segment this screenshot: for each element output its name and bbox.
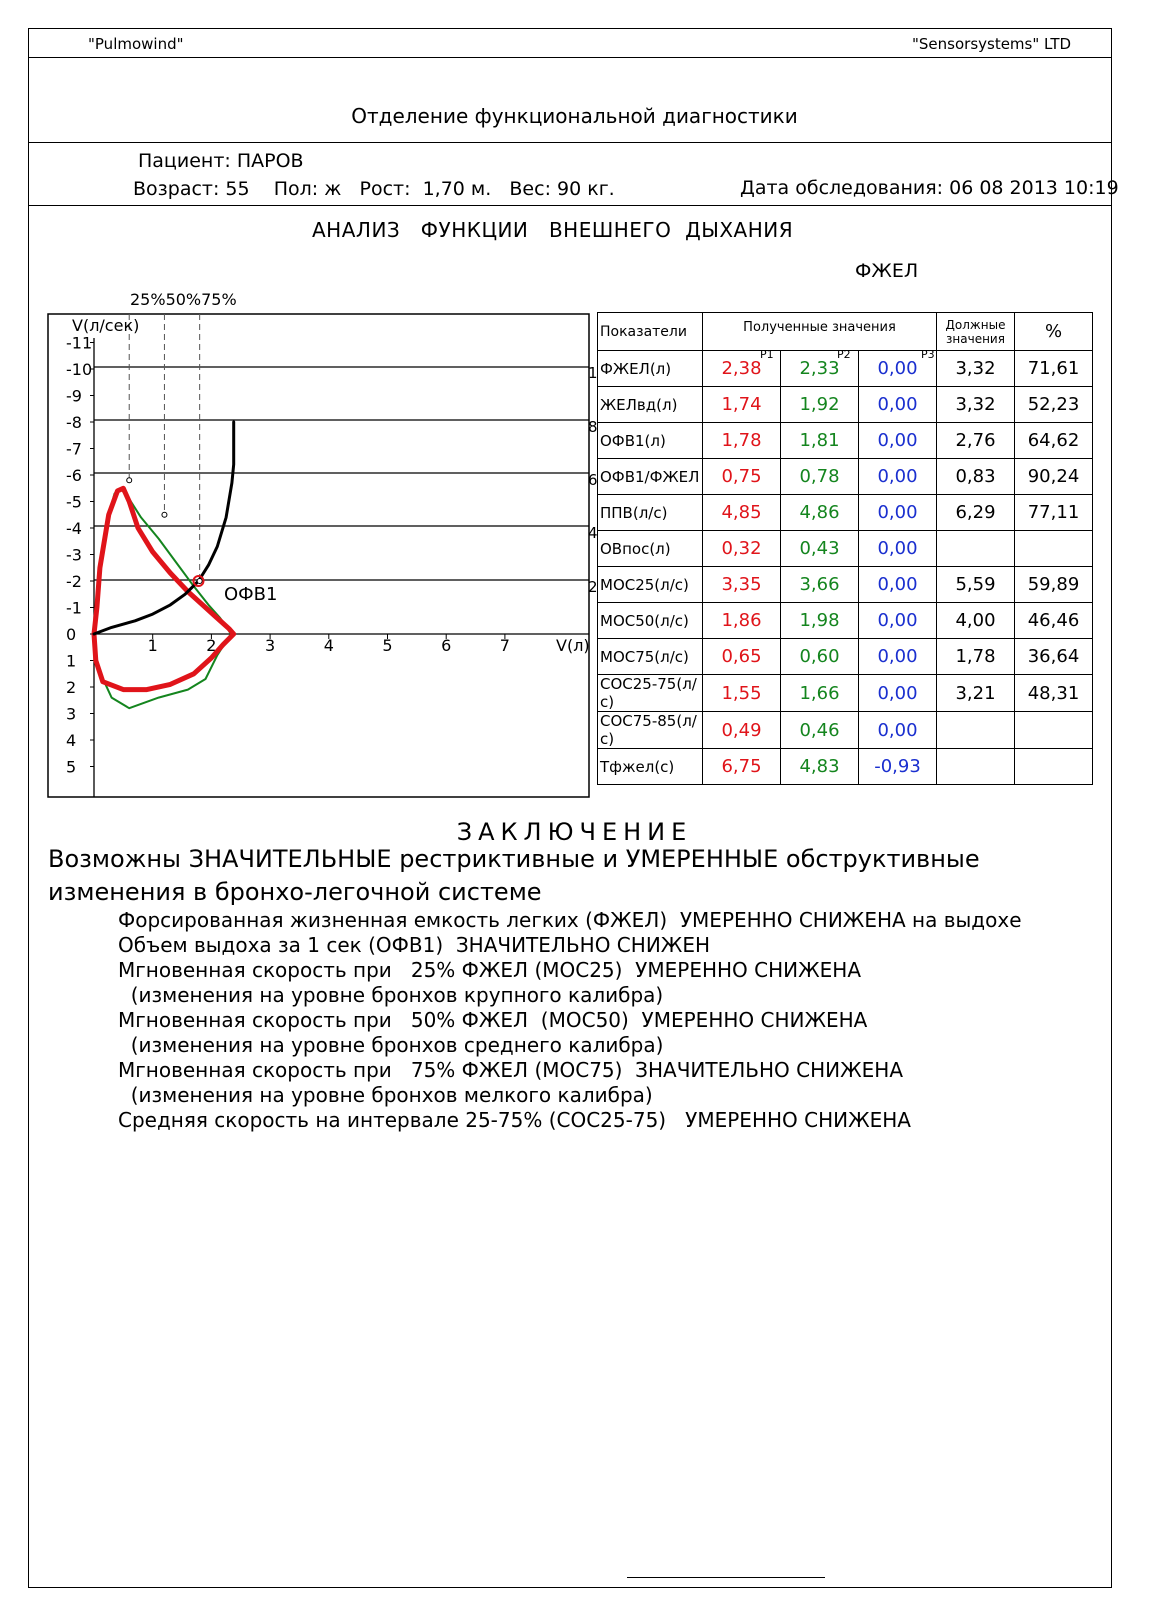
parameters-table <box>597 312 1093 785</box>
table-row <box>598 387 1093 423</box>
header-obtained-label: Полученные значения <box>743 320 896 335</box>
x-tick-label: 2 <box>206 636 217 655</box>
left-brand: "Pulmowind" <box>88 35 184 53</box>
header-param: Показатели <box>598 313 703 351</box>
table-row <box>598 423 1093 459</box>
right-brand: "Sensorsystems" LTD <box>912 35 1072 53</box>
value-p1: 0,75 <box>703 459 781 495</box>
patient-details: Возраст: 55 Пол: ж Рост: 1,70 м. Вес: 90 кг. <box>133 178 615 200</box>
param-name: ЖЕЛвд(л) <box>598 387 703 423</box>
report-title: АНАЛИЗ ФУНКЦИИ ВНЕШНЕГО ДЫХАНИЯ <box>312 218 794 242</box>
header-p2: Р2 <box>837 348 851 361</box>
param-name: МОС50(л/с) <box>598 603 703 639</box>
value-p2: 0,60 <box>781 639 859 675</box>
department-title: Отделение функциональной диагностики <box>351 104 798 128</box>
value-due <box>937 531 1015 567</box>
value-percent: 46,46 <box>1015 603 1093 639</box>
exam-date: Дата обследования: 06 08 2013 10:19 <box>740 177 1119 199</box>
param-name: МОС25(л/с) <box>598 567 703 603</box>
value-p1: 1,55 <box>703 675 781 712</box>
value-p2: 1,66 <box>781 675 859 712</box>
table-header-row <box>598 313 1093 351</box>
table-row <box>598 749 1093 785</box>
value-p1: 1,78 <box>703 423 781 459</box>
y-tick-label: -8 <box>66 413 82 432</box>
series-p2 <box>94 488 231 708</box>
table-row <box>598 459 1093 495</box>
table-row <box>598 712 1093 749</box>
table-row <box>598 603 1093 639</box>
value-due: 3,32 <box>937 351 1015 387</box>
y-tick-label: -7 <box>66 439 82 459</box>
value-p3: 0,00 <box>859 531 937 567</box>
conclusion-heading: ЗАКЛЮЧЕНИЕ <box>456 818 693 846</box>
conclusion-line: (изменения на уровне бронхов крупного калибра) <box>118 983 664 1007</box>
value-due: 3,21 <box>937 675 1015 712</box>
x-tick-label: 5 <box>382 636 393 655</box>
conclusion-details <box>118 908 1022 1133</box>
header-p1: Р1 <box>760 348 774 361</box>
value-p1: 3,35 <box>703 567 781 603</box>
y-tick-label: -3 <box>66 545 82 565</box>
y-axis-label: V(л/сек) <box>72 316 140 335</box>
value-due: 4,00 <box>937 603 1015 639</box>
value-percent: 64,62 <box>1015 423 1093 459</box>
series-p1 <box>94 488 234 689</box>
value-p1: 0,65 <box>703 639 781 675</box>
header-due: Должные значения <box>937 313 1015 351</box>
x-tick-label: 1 <box>147 636 158 655</box>
value-p2: 0,78 <box>781 459 859 495</box>
value-p1: 2,38 <box>703 351 781 387</box>
value-p2: 0,46 <box>781 712 859 749</box>
value-p2: 2,33 <box>781 351 859 387</box>
value-due: 0,83 <box>937 459 1015 495</box>
conclusion-line: Форсированная жизненная емкость легких (ФЖЕЛ) УМЕРЕННО СНИЖЕНА на выдохе <box>118 908 1022 932</box>
percent-marker-point <box>127 478 132 483</box>
value-p3: 0,00 <box>859 495 937 531</box>
value-p2: 1,98 <box>781 603 859 639</box>
value-p2: 4,86 <box>781 495 859 531</box>
value-p1: 1,74 <box>703 387 781 423</box>
percent-marker-point <box>162 512 167 517</box>
x-tick-label: 7 <box>499 636 510 655</box>
conclusion-main: Возможны ЗНАЧИТЕЛЬНЫЕ рестриктивные и УМЕРЕННЫЕ обструктивные изменения в бронхо-легочной системе <box>48 845 980 906</box>
header-percent: % <box>1015 313 1093 351</box>
param-name: МОС75(л/с) <box>598 639 703 675</box>
x-tick-label: 3 <box>265 636 276 655</box>
value-p2: 1,81 <box>781 423 859 459</box>
value-p2: 4,83 <box>781 749 859 785</box>
x-tick-label: 4 <box>323 636 334 655</box>
right-axis-label: 2 <box>588 578 598 596</box>
param-name: ППВ(л/с) <box>598 495 703 531</box>
table-row <box>598 639 1093 675</box>
y-tick-label: 3 <box>66 704 77 724</box>
param-name: СОС25-75(л/с) <box>598 675 703 712</box>
value-p3: 0,00 <box>859 675 937 712</box>
test-name: ФЖЕЛ <box>855 260 919 282</box>
value-percent: 77,11 <box>1015 495 1093 531</box>
header-p3: Р3 <box>921 348 935 361</box>
conclusion-line: Средняя скорость на интервале 25-75% (СОС25-75) УМЕРЕННО СНИЖЕНА <box>118 1108 911 1132</box>
value-percent <box>1015 712 1093 749</box>
y-tick-label: -9 <box>66 386 82 406</box>
value-p3: 0,00 <box>859 351 937 387</box>
value-due: 6,29 <box>937 495 1015 531</box>
param-name: СОС75-85(л/с) <box>598 712 703 749</box>
y-tick-label: 0 <box>66 625 77 644</box>
x-tick-label: 6 <box>441 636 452 655</box>
y-tick-label: -2 <box>66 572 82 591</box>
value-percent <box>1015 749 1093 785</box>
value-p3: 0,00 <box>859 423 937 459</box>
conclusion-line: Объем выдоха за 1 сек (ОФВ1) ЗНАЧИТЕЛЬНО СНИЖЕН <box>118 933 710 957</box>
value-p3: 0,00 <box>859 459 937 495</box>
x-axis-label: V(л) <box>556 636 590 655</box>
value-p1: 0,49 <box>703 712 781 749</box>
value-p1: 4,85 <box>703 495 781 531</box>
value-p2: 0,43 <box>781 531 859 567</box>
y-tick-label: 5 <box>66 757 77 777</box>
value-p2: 3,66 <box>781 567 859 603</box>
value-p2: 1,92 <box>781 387 859 423</box>
right-axis-label: 4 <box>588 524 598 542</box>
table-row <box>598 567 1093 603</box>
percent-markers-label: 25%50%75% <box>130 290 237 309</box>
value-due: 3,32 <box>937 387 1015 423</box>
conclusion-line: (изменения на уровне бронхов мелкого калибра) <box>118 1083 653 1107</box>
y-tick-label: 2 <box>66 678 77 697</box>
conclusion-line: (изменения на уровне бронхов среднего калибра) <box>118 1033 664 1057</box>
y-tick-label: 1 <box>66 651 77 671</box>
value-p3: 0,00 <box>859 387 937 423</box>
param-name: ФЖЕЛ(л) <box>598 351 703 387</box>
right-axis-label: 8 <box>588 418 598 436</box>
value-p3: 0,00 <box>859 712 937 749</box>
value-due <box>937 712 1015 749</box>
value-p1: 6,75 <box>703 749 781 785</box>
fev1-annotation: ОФВ1 <box>224 584 278 605</box>
param-name: ОВпос(л) <box>598 531 703 567</box>
value-p3: 0,00 <box>859 603 937 639</box>
conclusion-line: Мгновенная скорость при 75% ФЖЕЛ (МОС75) ЗНАЧИТЕЛЬНО СНИЖЕНА <box>118 1058 904 1082</box>
y-tick-label: -6 <box>66 466 82 485</box>
value-due: 1,78 <box>937 639 1015 675</box>
header-obtained <box>703 313 937 361</box>
y-tick-label: -5 <box>66 492 82 512</box>
y-tick-label: 4 <box>66 731 77 750</box>
value-due: 2,76 <box>937 423 1015 459</box>
percent-marker-point <box>197 579 202 584</box>
value-percent <box>1015 531 1093 567</box>
value-percent: 48,31 <box>1015 675 1093 712</box>
value-percent: 36,64 <box>1015 639 1093 675</box>
param-name: Тфжел(с) <box>598 749 703 785</box>
param-name: ОФВ1/ФЖЕЛ <box>598 459 703 495</box>
patient-name: Пациент: ПАРОВ <box>138 150 304 172</box>
table-row <box>598 495 1093 531</box>
value-p1: 0,32 <box>703 531 781 567</box>
y-tick-label: -4 <box>66 519 82 538</box>
value-percent: 59,89 <box>1015 567 1093 603</box>
right-axis-label: 6 <box>588 471 598 489</box>
series-volume-time <box>94 422 234 634</box>
y-tick-label: -1 <box>66 598 82 618</box>
value-p3: 0,00 <box>859 639 937 675</box>
param-name: ОФВ1(л) <box>598 423 703 459</box>
value-p1: 1,86 <box>703 603 781 639</box>
right-axis-label: 1 <box>588 364 598 382</box>
value-p3: 0,00 <box>859 567 937 603</box>
conclusion-line: Мгновенная скорость при 50% ФЖЕЛ (МОС50) УМЕРЕННО СНИЖЕНА <box>118 1008 868 1032</box>
value-percent: 71,61 <box>1015 351 1093 387</box>
value-percent: 52,23 <box>1015 387 1093 423</box>
table-row <box>598 675 1093 712</box>
value-due: 5,59 <box>937 567 1015 603</box>
y-tick-label: -10 <box>66 360 93 379</box>
signature-line <box>627 1577 825 1578</box>
table-row <box>598 531 1093 567</box>
value-due <box>937 749 1015 785</box>
y-tick-label: -11 <box>66 333 93 353</box>
value-percent: 90,24 <box>1015 459 1093 495</box>
value-p3: -0,93 <box>859 749 937 785</box>
conclusion-line: Мгновенная скорость при 25% ФЖЕЛ (МОС25) УМЕРЕННО СНИЖЕНА <box>118 958 861 982</box>
